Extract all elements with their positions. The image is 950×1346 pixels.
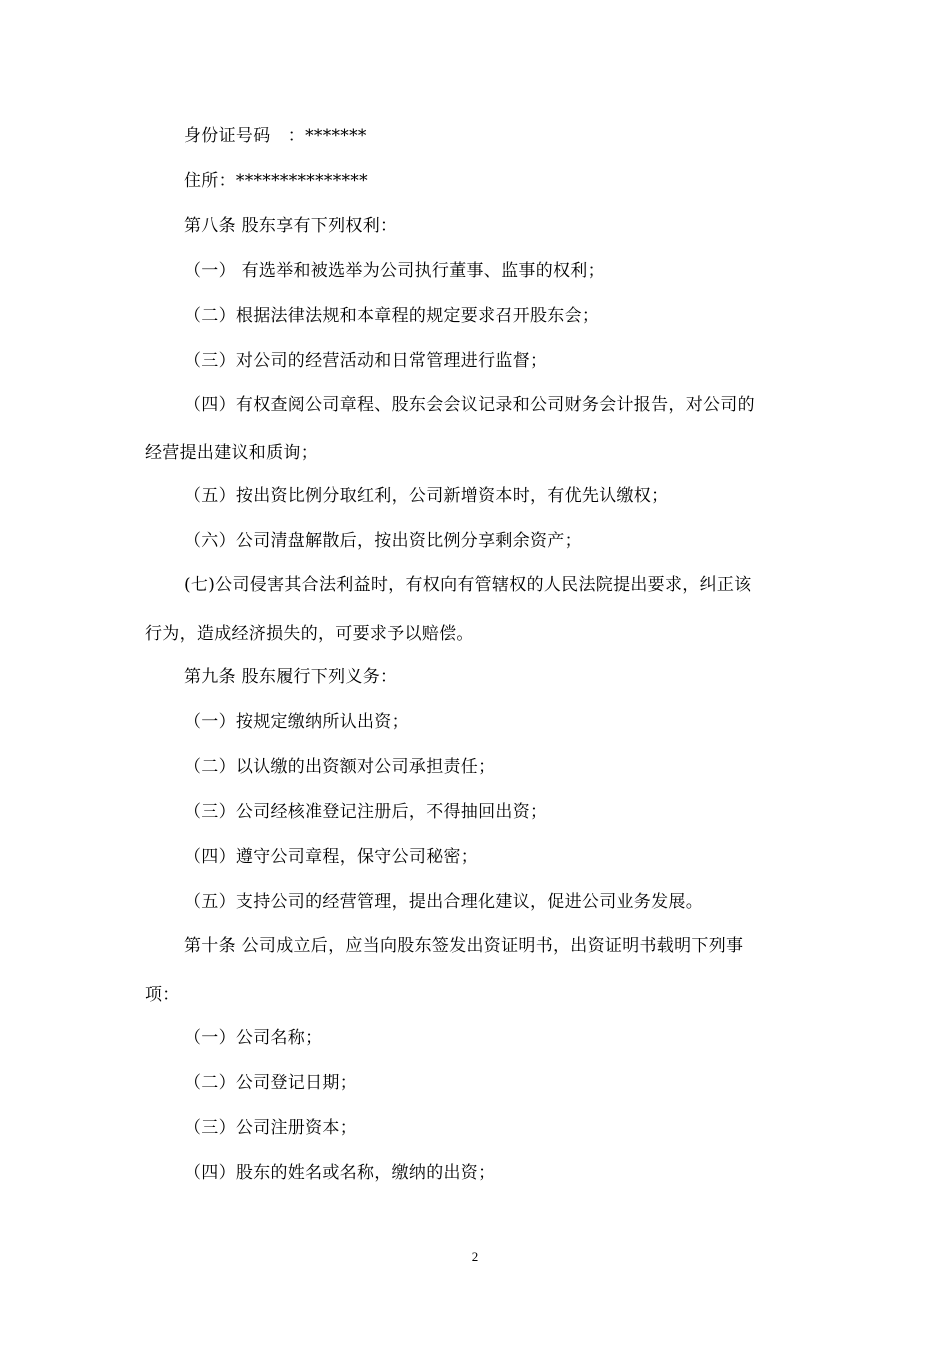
article-10-title-continued: 项： [145, 985, 180, 1005]
article-9-item-3: （三）公司经核准登记注册后，不得抽回出资； [184, 802, 548, 822]
article-9-title: 第九条 股东履行下列义务： [184, 667, 398, 687]
article-10-item-3: （三）公司注册资本； [184, 1118, 357, 1138]
article-8-item-7: (七)公司侵害其合法利益时，有权向有管辖权的人民法院提出要求，纠正该 [184, 575, 752, 595]
article-8-item-4-continued: 经营提出建议和质询； [145, 443, 318, 463]
article-8-item-1: （一） 有选举和被选举为公司执行董事、监事的权利； [184, 261, 605, 281]
article-9-item-1: （一）按规定缴纳所认出资； [184, 712, 409, 732]
page-number: 2 [471, 1249, 479, 1264]
article-10-title: 第十条 公司成立后，应当向股东签发出资证明书，出资证明书载明下列事 [184, 936, 744, 956]
article-9-item-2: （二）以认缴的出资额对公司承担责任； [184, 757, 496, 777]
article-10-item-2: （二）公司登记日期； [184, 1073, 357, 1093]
article-8-item-5: （五）按出资比例分取红利，公司新增资本时，有优先认缴权； [184, 486, 669, 506]
article-10-item-4: （四）股东的姓名或名称，缴纳的出资； [184, 1163, 496, 1183]
article-8-item-2: （二）根据法律法规和本章程的规定要求召开股东会； [184, 306, 600, 326]
article-8-item-3: （三）对公司的经营活动和日常管理进行监督； [184, 351, 548, 371]
article-8-item-4: （四）有权查阅公司章程、股东会会议记录和公司财务会计报告，对公司的 [184, 395, 755, 415]
shareholder-id-number: 身份证号码 ：******* [184, 126, 367, 146]
shareholder-address: 住所：*************** [184, 171, 368, 191]
article-9-item-4: （四）遵守公司章程，保守公司秘密； [184, 847, 479, 867]
article-8-title: 第八条 股东享有下列权利： [184, 216, 398, 236]
article-10-item-1: （一）公司名称； [184, 1028, 323, 1048]
article-8-item-6: （六）公司清盘解散后，按出资比例分享剩余资产； [184, 531, 582, 551]
article-9-item-5: （五）支持公司的经营管理，提出合理化建议，促进公司业务发展。 [184, 892, 703, 912]
article-8-item-7-continued: 行为，造成经济损失的，可要求予以赔偿。 [145, 624, 474, 644]
